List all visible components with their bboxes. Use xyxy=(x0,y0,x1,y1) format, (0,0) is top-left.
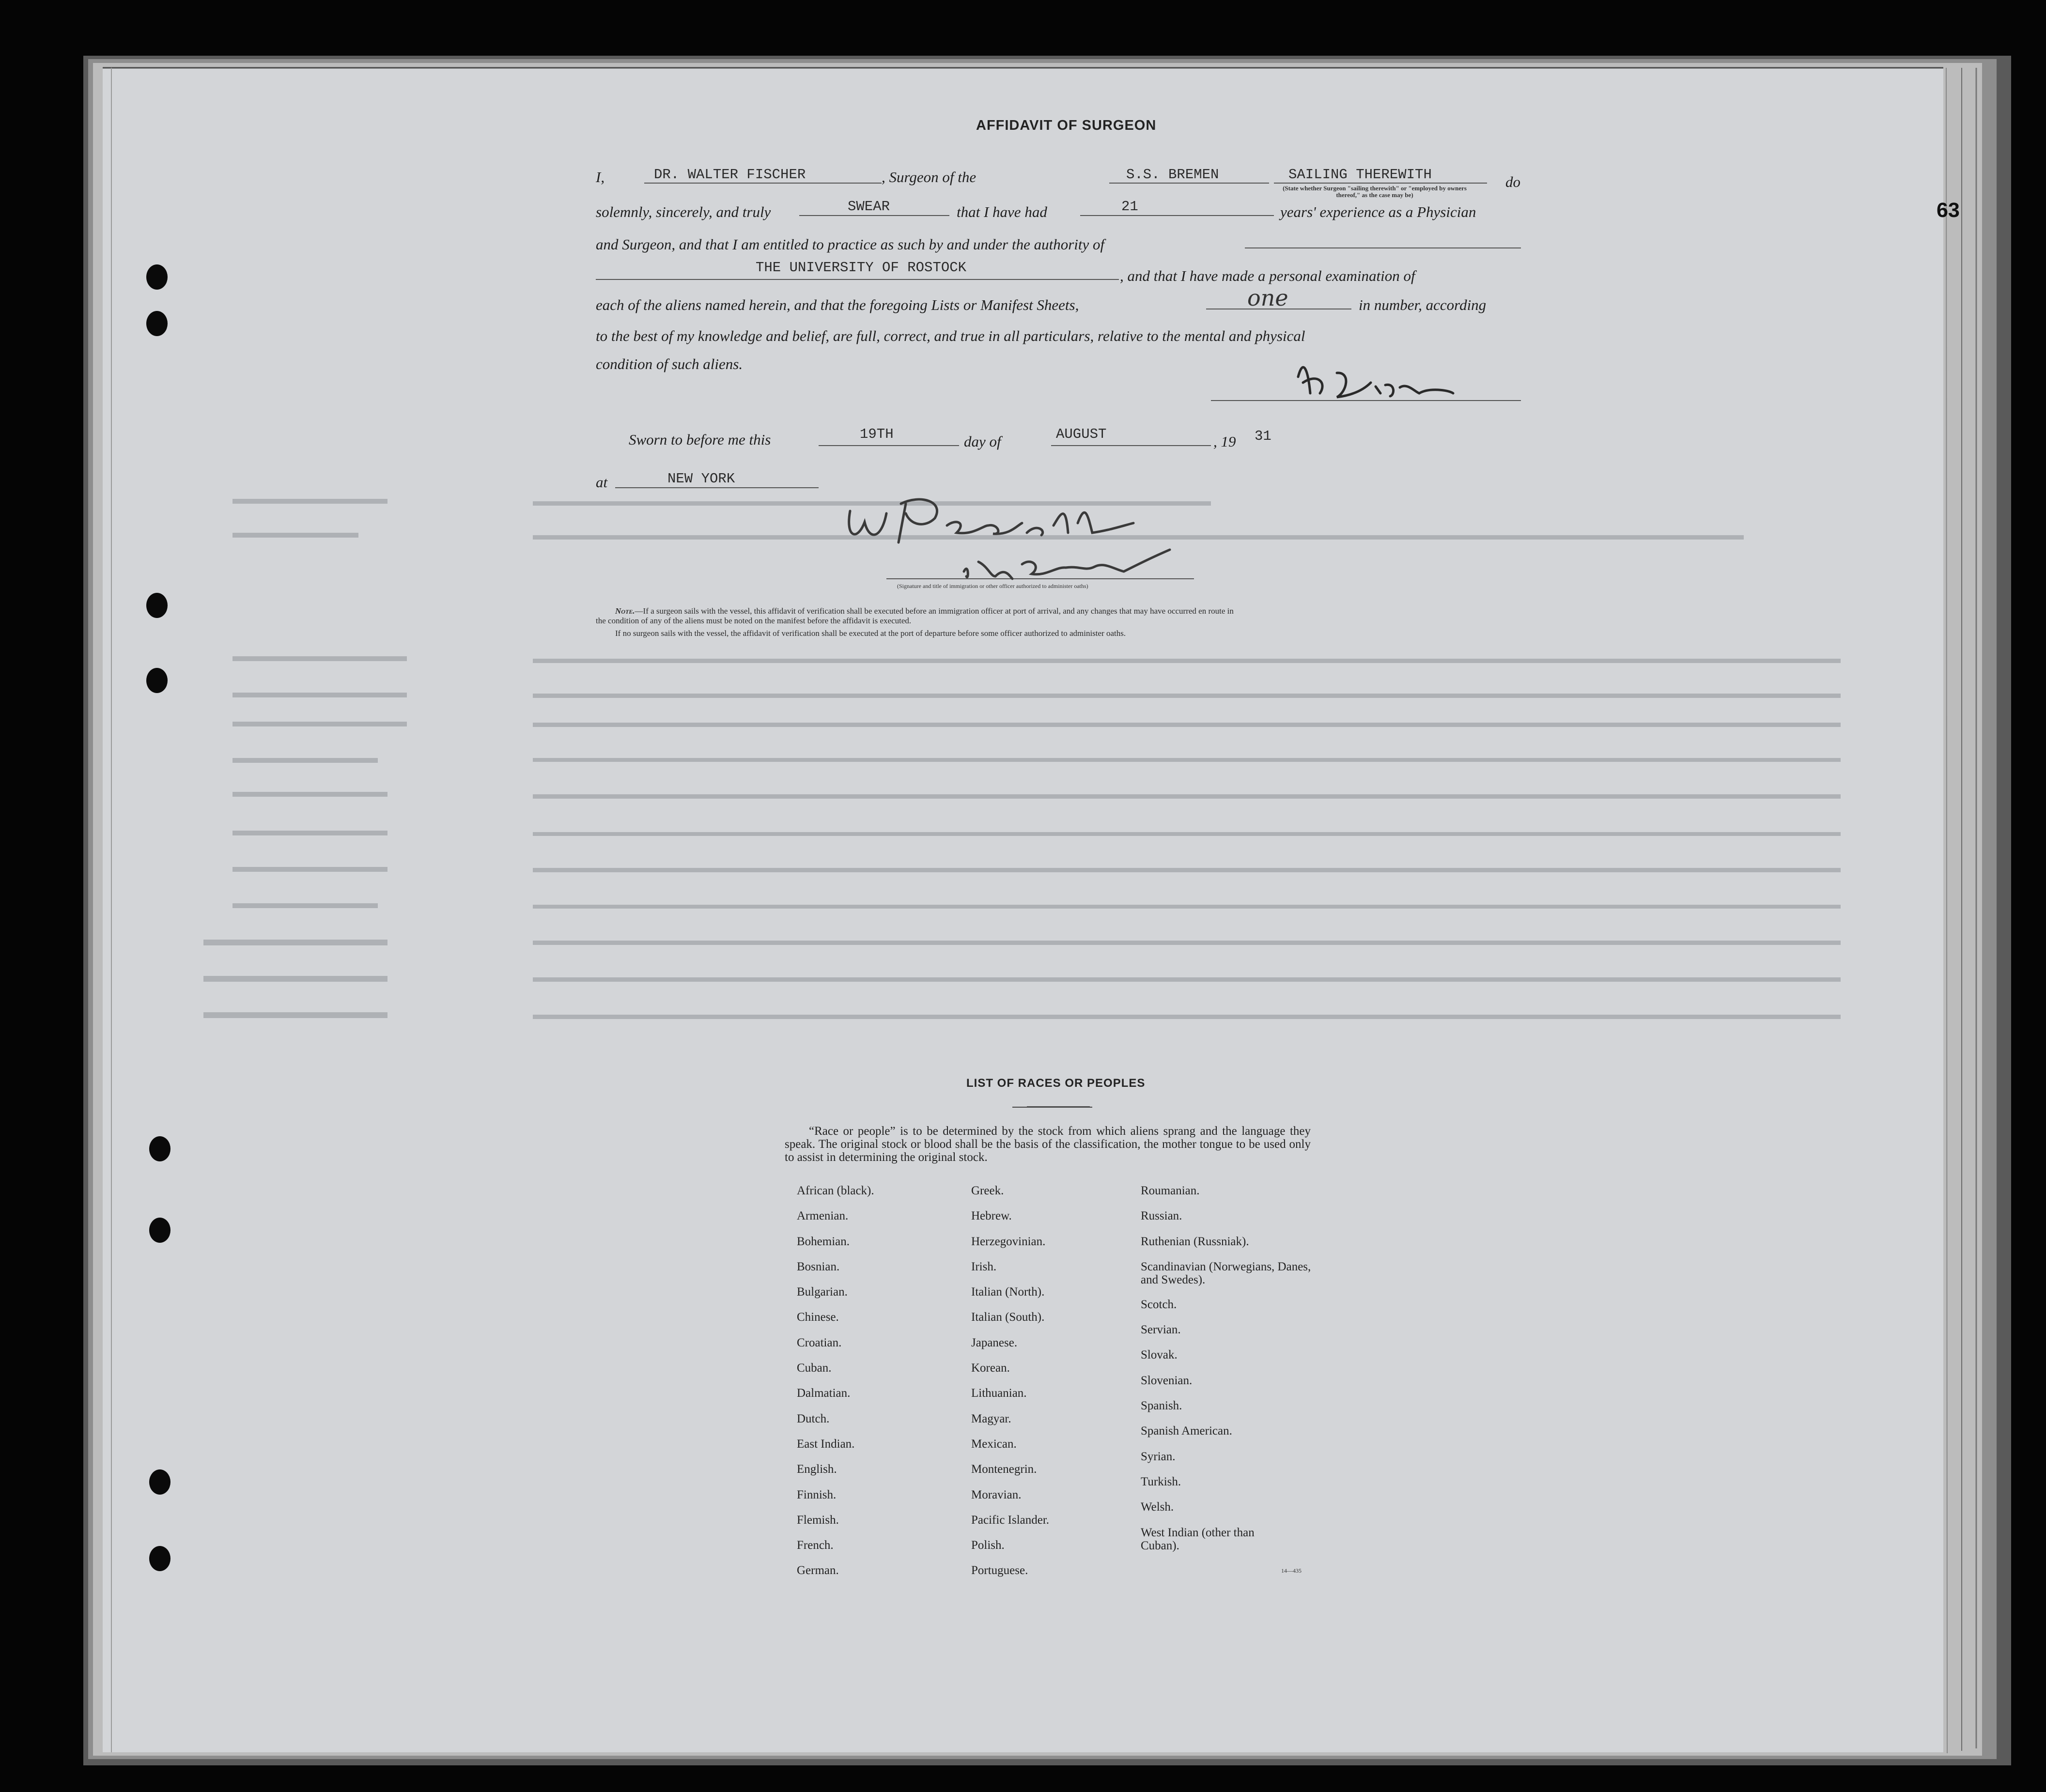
races-intro: “Race or people” is to be determined by the stock from which aliens sprang and the language they speak. The original stock or blood shall be the basis of the classification, the mother tongue to be used only to assist in determining the original stock. xyxy=(785,1125,1311,1164)
sworn-month-field: AUGUST xyxy=(1056,426,1107,442)
race-item: Spanish American. xyxy=(1141,1424,1232,1438)
affidavit-text-surgeon-of: , Surgeon of the xyxy=(882,169,976,185)
affidavit-text-have-had: that I have had xyxy=(957,203,1047,220)
race-item: Armenian. xyxy=(797,1209,849,1223)
sworn-text: Sworn to before me this xyxy=(629,431,771,448)
affidavit-text-and-surgeon: and Surgeon, and that I am entitled to practice as such by and under the authority of xyxy=(596,236,1105,253)
race-item: Flemish. xyxy=(797,1513,839,1527)
affidavit-text-in-number: in number, according xyxy=(1359,296,1487,313)
race-item: Bohemian. xyxy=(797,1235,850,1248)
years-field: 21 xyxy=(1121,199,1138,215)
race-item: Montenegrin. xyxy=(971,1463,1037,1476)
race-item: Cuban. xyxy=(797,1361,832,1375)
race-item: Portuguese. xyxy=(971,1564,1028,1577)
race-item: Bulgarian. xyxy=(797,1285,848,1299)
race-item: East Indian. xyxy=(797,1437,855,1451)
race-item: Dalmatian. xyxy=(797,1387,851,1400)
note-line-3: If no surgeon sails with the vessel, the affidavit of verification shall be executed at the port of departure before some officer authorized to administer oaths. xyxy=(615,629,1126,638)
race-item: Welsh. xyxy=(1141,1500,1174,1514)
races-column-3 xyxy=(1141,1184,1320,1555)
race-item: Italian (South). xyxy=(971,1311,1045,1324)
race-item xyxy=(1141,1260,1320,1298)
affidavit-text-each-alien: each of the aliens named herein, and that the foregoing Lists or Manifest Sheets, xyxy=(596,296,1079,313)
affidavit-text-personal-exam: , and that I have made a personal examination of xyxy=(1120,267,1415,284)
race-item: Servian. xyxy=(1141,1323,1181,1337)
races-title: LIST OF RACES OR PEOPLES xyxy=(966,1077,1146,1090)
races-column-1 xyxy=(797,1184,874,1590)
race-item: West Indian (other than Cuban). xyxy=(1141,1526,1255,1552)
affidavit-text-years-experience: years' experience as a Physician xyxy=(1280,203,1476,220)
affidavit-heading: AFFIDAVIT OF SURGEON xyxy=(976,118,1157,133)
race-item: Turkish. xyxy=(1141,1475,1181,1488)
affidavit-text-i: I, xyxy=(596,169,605,185)
sworn-text-at: at xyxy=(596,474,608,491)
races-column-2 xyxy=(971,1184,1049,1590)
race-item: Moravian. xyxy=(971,1488,1022,1501)
form-code: 14—435 xyxy=(1281,1567,1302,1574)
signature-caption: (Signature and title of immigration or other officer authorized to administer oaths) xyxy=(897,583,1088,589)
race-item: Russian. xyxy=(1141,1209,1182,1223)
race-item: Pacific Islander. xyxy=(971,1513,1050,1527)
race-item: Slovenian. xyxy=(1141,1374,1193,1387)
race-item: Herzegovinian. xyxy=(971,1235,1046,1248)
page-number: 63 xyxy=(1937,199,1960,222)
sworn-text-day-of: day of xyxy=(964,433,1001,450)
oath-field: SWEAR xyxy=(848,199,890,215)
sworn-year-field: 31 xyxy=(1255,428,1271,444)
race-item: Chinese. xyxy=(797,1311,839,1324)
race-item: Roumanian. xyxy=(1141,1184,1200,1197)
authority-field: THE UNIVERSITY OF ROSTOCK xyxy=(756,260,967,276)
race-item: Finnish. xyxy=(797,1488,837,1501)
race-item-multiline: Scandinavian (Norwegians, Danes, and Swedes). xyxy=(1141,1260,1311,1286)
race-item: Lithuanian. xyxy=(971,1387,1027,1400)
race-item: Hebrew. xyxy=(971,1209,1012,1223)
affidavit-text-solemnly: solemnly, sincerely, and truly xyxy=(596,203,771,220)
race-item: African (black). xyxy=(797,1184,874,1197)
sheets-count-field: one xyxy=(1247,285,1288,311)
ship-name-field: S.S. BREMEN xyxy=(1126,167,1219,183)
race-item: Ruthenian (Russniak). xyxy=(1141,1235,1249,1248)
race-item: English. xyxy=(797,1463,837,1476)
race-item: Croatian. xyxy=(797,1336,842,1349)
affidavit-text-best-knowledge: to the best of my knowledge and belief, are full, correct, and true in all particulars, relative to the mental and physical xyxy=(596,327,1305,344)
surgeon-name-field: DR. WALTER FISCHER xyxy=(654,167,806,183)
race-item: Irish. xyxy=(971,1260,997,1273)
capacity-instruction-note: (State whether Surgeon "sailing therewith" or "employed by owners thereof," as the case may be) xyxy=(1283,185,1467,199)
race-item: Dutch. xyxy=(797,1412,830,1425)
sworn-text-nineteen: , 19 xyxy=(1213,433,1236,450)
race-item: Syrian. xyxy=(1141,1450,1176,1463)
race-item: Bosnian. xyxy=(797,1260,840,1273)
race-item: Magyar. xyxy=(971,1412,1011,1425)
race-item: Mexican. xyxy=(971,1437,1017,1451)
race-item: Korean. xyxy=(971,1361,1010,1375)
race-item: French. xyxy=(797,1539,834,1552)
capacity-field: SAILING THEREWITH xyxy=(1288,167,1432,183)
race-item: Italian (North). xyxy=(971,1285,1045,1299)
affidavit-text-do: do xyxy=(1505,173,1520,190)
note-line-1-text: —If a surgeon sails with the vessel, this affidavit of verification shall be executed before an immigration officer at port of arrival, and any changes that may have occurred en route in xyxy=(635,606,1234,616)
note-line-1 xyxy=(615,606,1234,616)
race-item: Spanish. xyxy=(1141,1399,1182,1413)
note-line-2: the condition of any of the aliens must be noted on the manifest before the affidavit is executed. xyxy=(596,616,912,625)
race-item: Polish. xyxy=(971,1539,1005,1552)
race-item: Scotch. xyxy=(1141,1298,1177,1311)
race-item: German. xyxy=(797,1564,839,1577)
note-label: Note. xyxy=(615,606,635,616)
affidavit-text-condition: condition of such aliens. xyxy=(596,355,743,372)
surgeon-signature xyxy=(1303,375,1305,376)
race-item: Slovak. xyxy=(1141,1348,1178,1362)
race-item: Greek. xyxy=(971,1184,1004,1197)
sworn-day-field: 19TH xyxy=(860,426,894,442)
sworn-place-field: NEW YORK xyxy=(667,471,735,487)
race-item: Japanese. xyxy=(971,1336,1018,1349)
